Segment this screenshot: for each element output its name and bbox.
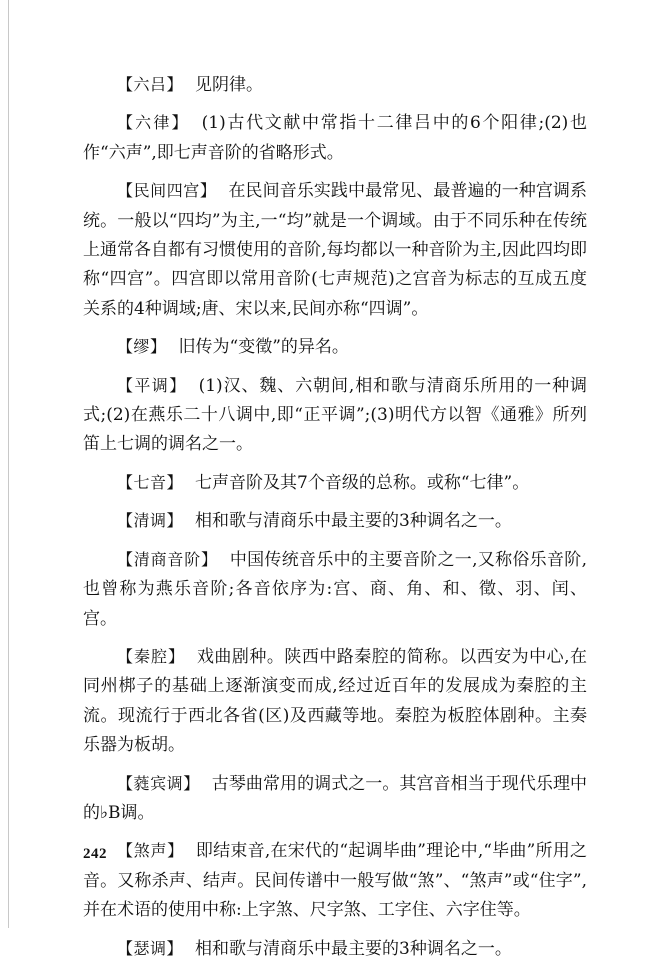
glossary-entries [83,70,587,972]
entry-definition: 七声音阶及其7个音级的总称。或称“七律”。 [195,472,530,493]
entry-definition: (1)古代文献中常指十二律吕中的6个阳律;(2)也作“六声”,即七声音阶的省略形式。 [83,113,587,163]
entry-term: 【煞声】 [117,841,184,861]
entry-term: 【蕤宾调】 [117,773,200,793]
glossary-entry [83,769,587,829]
glossary-entry [83,332,587,362]
entry-definition: 中国传统音乐中的主要音阶之一,又称俗乐音阶,也曾称为燕乐音阶;各音依序为:宫、商、角、和、徵、羽、闰、宫。 [83,549,587,629]
entry-definition: 见阴律。 [195,75,264,95]
entry-term: 【平调】 [117,375,187,395]
glossary-entry [83,176,587,324]
entry-term: 【七音】 [117,472,184,492]
entry-term: 【缪】 [117,337,167,357]
glossary-entry [83,934,587,964]
entry-term: 【瑟调】 [117,938,184,958]
entry-term: 【清调】 [117,511,184,531]
entry-term: 【秦腔】 [117,646,185,666]
glossary-entry [83,642,587,761]
glossary-entry [83,468,587,498]
glossary-entry [83,108,587,168]
entry-term: 【民间四宫】 [117,181,217,201]
glossary-entry [83,70,587,100]
entry-definition: 相和歌与清商乐中最主要的3种调名之一。 [195,938,512,959]
entry-definition: 在民间音乐实践中最常见、最普遍的一种宫调系统。一般以“四均”为主,一“均”就是一个调域。由于不同乐种在传统上通常各自都有习惯使用的音阶,每均都以一种音阶为主,因此四均即称“四宫”。四宫即以常用音阶(七声规范)之宫音为标志的互成五度关系的4种调域;唐、宋以来,民间亦称“四调”。 [83,181,587,319]
entry-definition: 古琴曲常用的调式之一。其宫音相当于现代乐理中的♭B调。 [83,773,587,823]
page-number: 242 [83,846,107,862]
entry-definition: 即结束音,在宋代的“起调毕曲”理论中,“毕曲”所用之音。又称杀声、结声。民间传谱中一般写做“煞”、“煞声”或“住字”,并在术语的使用中称:上字煞、尺字煞、工字住、六字住等。 [83,841,587,921]
entry-definition: 旧传为“变徵”的异名。 [178,337,349,358]
glossary-entry [83,836,587,925]
page-edge-line [8,0,9,928]
entry-definition: 相和歌与清商乐中最主要的3种调名之一。 [195,511,512,532]
glossary-entry [83,545,587,634]
entry-term: 【六律】 [117,113,190,133]
glossary-entry [83,506,587,536]
entry-term: 【六吕】 [117,75,184,94]
entry-definition: 戏曲剧种。陕西中路秦腔的简称。以西安为中心,在同州梆子的基础上逐渐演变而成,经过近百年的发展成为秦腔的主流。现流行于西北各省(区)及西藏等地。秦腔为板腔体剧种。主奏乐器为板胡。 [83,646,587,756]
entry-term: 【清商音阶】 [117,549,218,569]
entry-definition: (1)汉、魏、六朝间,相和歌与清商乐所用的一种调式;(2)在燕乐二十八调中,即“正平调”;(3)明代方以智《通雅》所列笛上七调的调名之一。 [83,375,587,455]
glossary-entry [83,371,587,460]
